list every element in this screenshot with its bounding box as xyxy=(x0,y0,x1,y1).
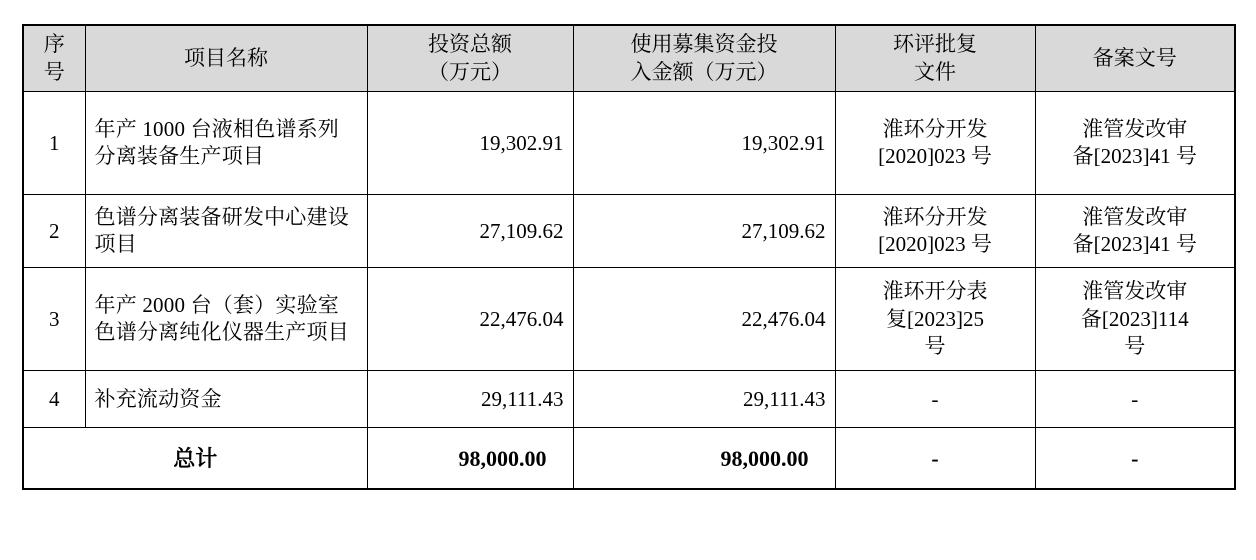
cell-record-doc xyxy=(1035,195,1235,268)
cell-record-doc-line1: 淮管发改审 xyxy=(1082,204,1188,229)
cell-project-name: 色谱分离装备研发中心建设项目 xyxy=(85,195,367,268)
cell-raised-fund: 22,476.04 xyxy=(573,268,835,371)
column-header-env-doc-line1: 环评批复 xyxy=(893,32,977,56)
cell-env-doc-line2: [2020]023 号 xyxy=(878,232,992,257)
cell-total-investment: 22,476.04 xyxy=(367,268,573,371)
cell-env-doc-total: - xyxy=(835,428,1035,490)
table-row xyxy=(23,268,1235,371)
cell-raised-fund: 27,109.62 xyxy=(573,195,835,268)
table-body xyxy=(23,92,1235,490)
cell-record-doc-line2: 备[2023]41 号 xyxy=(1072,232,1197,257)
cell-record-doc-line2: 备[2023]114 xyxy=(1080,306,1189,331)
table-row xyxy=(23,92,1235,195)
column-header-env-doc xyxy=(835,25,1035,92)
column-header-project-name: 项目名称 xyxy=(85,25,367,92)
column-header-env-doc-line2: 文件 xyxy=(914,59,956,84)
cell-raised-fund-sum: 98,000.00 xyxy=(573,428,835,490)
cell-record-doc-line3: 号 xyxy=(1124,334,1146,359)
table-total-row xyxy=(23,428,1235,490)
cell-env-doc-line2: 复[2023]25 xyxy=(886,306,984,331)
cell-total-investment: 19,302.91 xyxy=(367,92,573,195)
cell-index: 3 xyxy=(23,268,85,371)
cell-env-doc-line1: 淮环分开发 xyxy=(882,204,988,229)
cell-record-doc-line1: 淮管发改审 xyxy=(1082,116,1188,141)
table-header-row xyxy=(23,25,1235,92)
cell-record-doc xyxy=(1035,92,1235,195)
cell-raised-fund: 19,302.91 xyxy=(573,92,835,195)
column-header-index xyxy=(23,25,85,92)
cell-raised-fund: 29,111.43 xyxy=(573,371,835,428)
cell-project-name: 年产 1000 台液相色谱系列分离装备生产项目 xyxy=(85,92,367,195)
fundraising-projects-table xyxy=(22,24,1236,490)
cell-env-doc xyxy=(835,92,1035,195)
column-header-total-investment xyxy=(367,25,573,92)
column-header-total-investment-line1: 投资总额 xyxy=(428,32,512,56)
cell-env-doc-line3: 号 xyxy=(924,334,946,359)
column-header-record-doc: 备案文号 xyxy=(1035,25,1235,92)
cell-record-doc: - xyxy=(1035,371,1235,428)
cell-total-label: 总计 xyxy=(23,428,367,490)
column-header-index-line2: 号 xyxy=(43,59,65,84)
cell-total-investment-sum: 98,000.00 xyxy=(367,428,573,490)
cell-index: 4 xyxy=(23,371,85,428)
table-row xyxy=(23,195,1235,268)
table-row xyxy=(23,371,1235,428)
cell-env-doc-line2: [2020]023 号 xyxy=(878,144,992,169)
cell-env-doc xyxy=(835,195,1035,268)
cell-total-investment: 27,109.62 xyxy=(367,195,573,268)
table-header xyxy=(23,25,1235,92)
cell-record-doc-line1: 淮管发改审 xyxy=(1082,278,1188,303)
cell-record-doc-total: - xyxy=(1035,428,1235,490)
column-header-index-line1: 序 xyxy=(43,32,65,56)
column-header-raised-fund xyxy=(573,25,835,92)
cell-record-doc xyxy=(1035,268,1235,371)
cell-project-name: 补充流动资金 xyxy=(85,371,367,428)
cell-env-doc: - xyxy=(835,371,1035,428)
cell-env-doc-line1: 淮环分开发 xyxy=(882,116,988,141)
cell-index: 2 xyxy=(23,195,85,268)
cell-index: 1 xyxy=(23,92,85,195)
column-header-raised-fund-line1: 使用募集资金投 xyxy=(630,32,778,56)
column-header-total-investment-line2: （万元） xyxy=(428,59,512,84)
cell-env-doc-line1: 淮环开分表 xyxy=(882,278,988,303)
column-header-raised-fund-line2: 入金额（万元） xyxy=(630,59,778,84)
cell-record-doc-line2: 备[2023]41 号 xyxy=(1072,144,1197,169)
cell-total-investment: 29,111.43 xyxy=(367,371,573,428)
cell-project-name: 年产 2000 台（套）实验室色谱分离纯化仪器生产项目 xyxy=(85,268,367,371)
cell-env-doc xyxy=(835,268,1035,371)
